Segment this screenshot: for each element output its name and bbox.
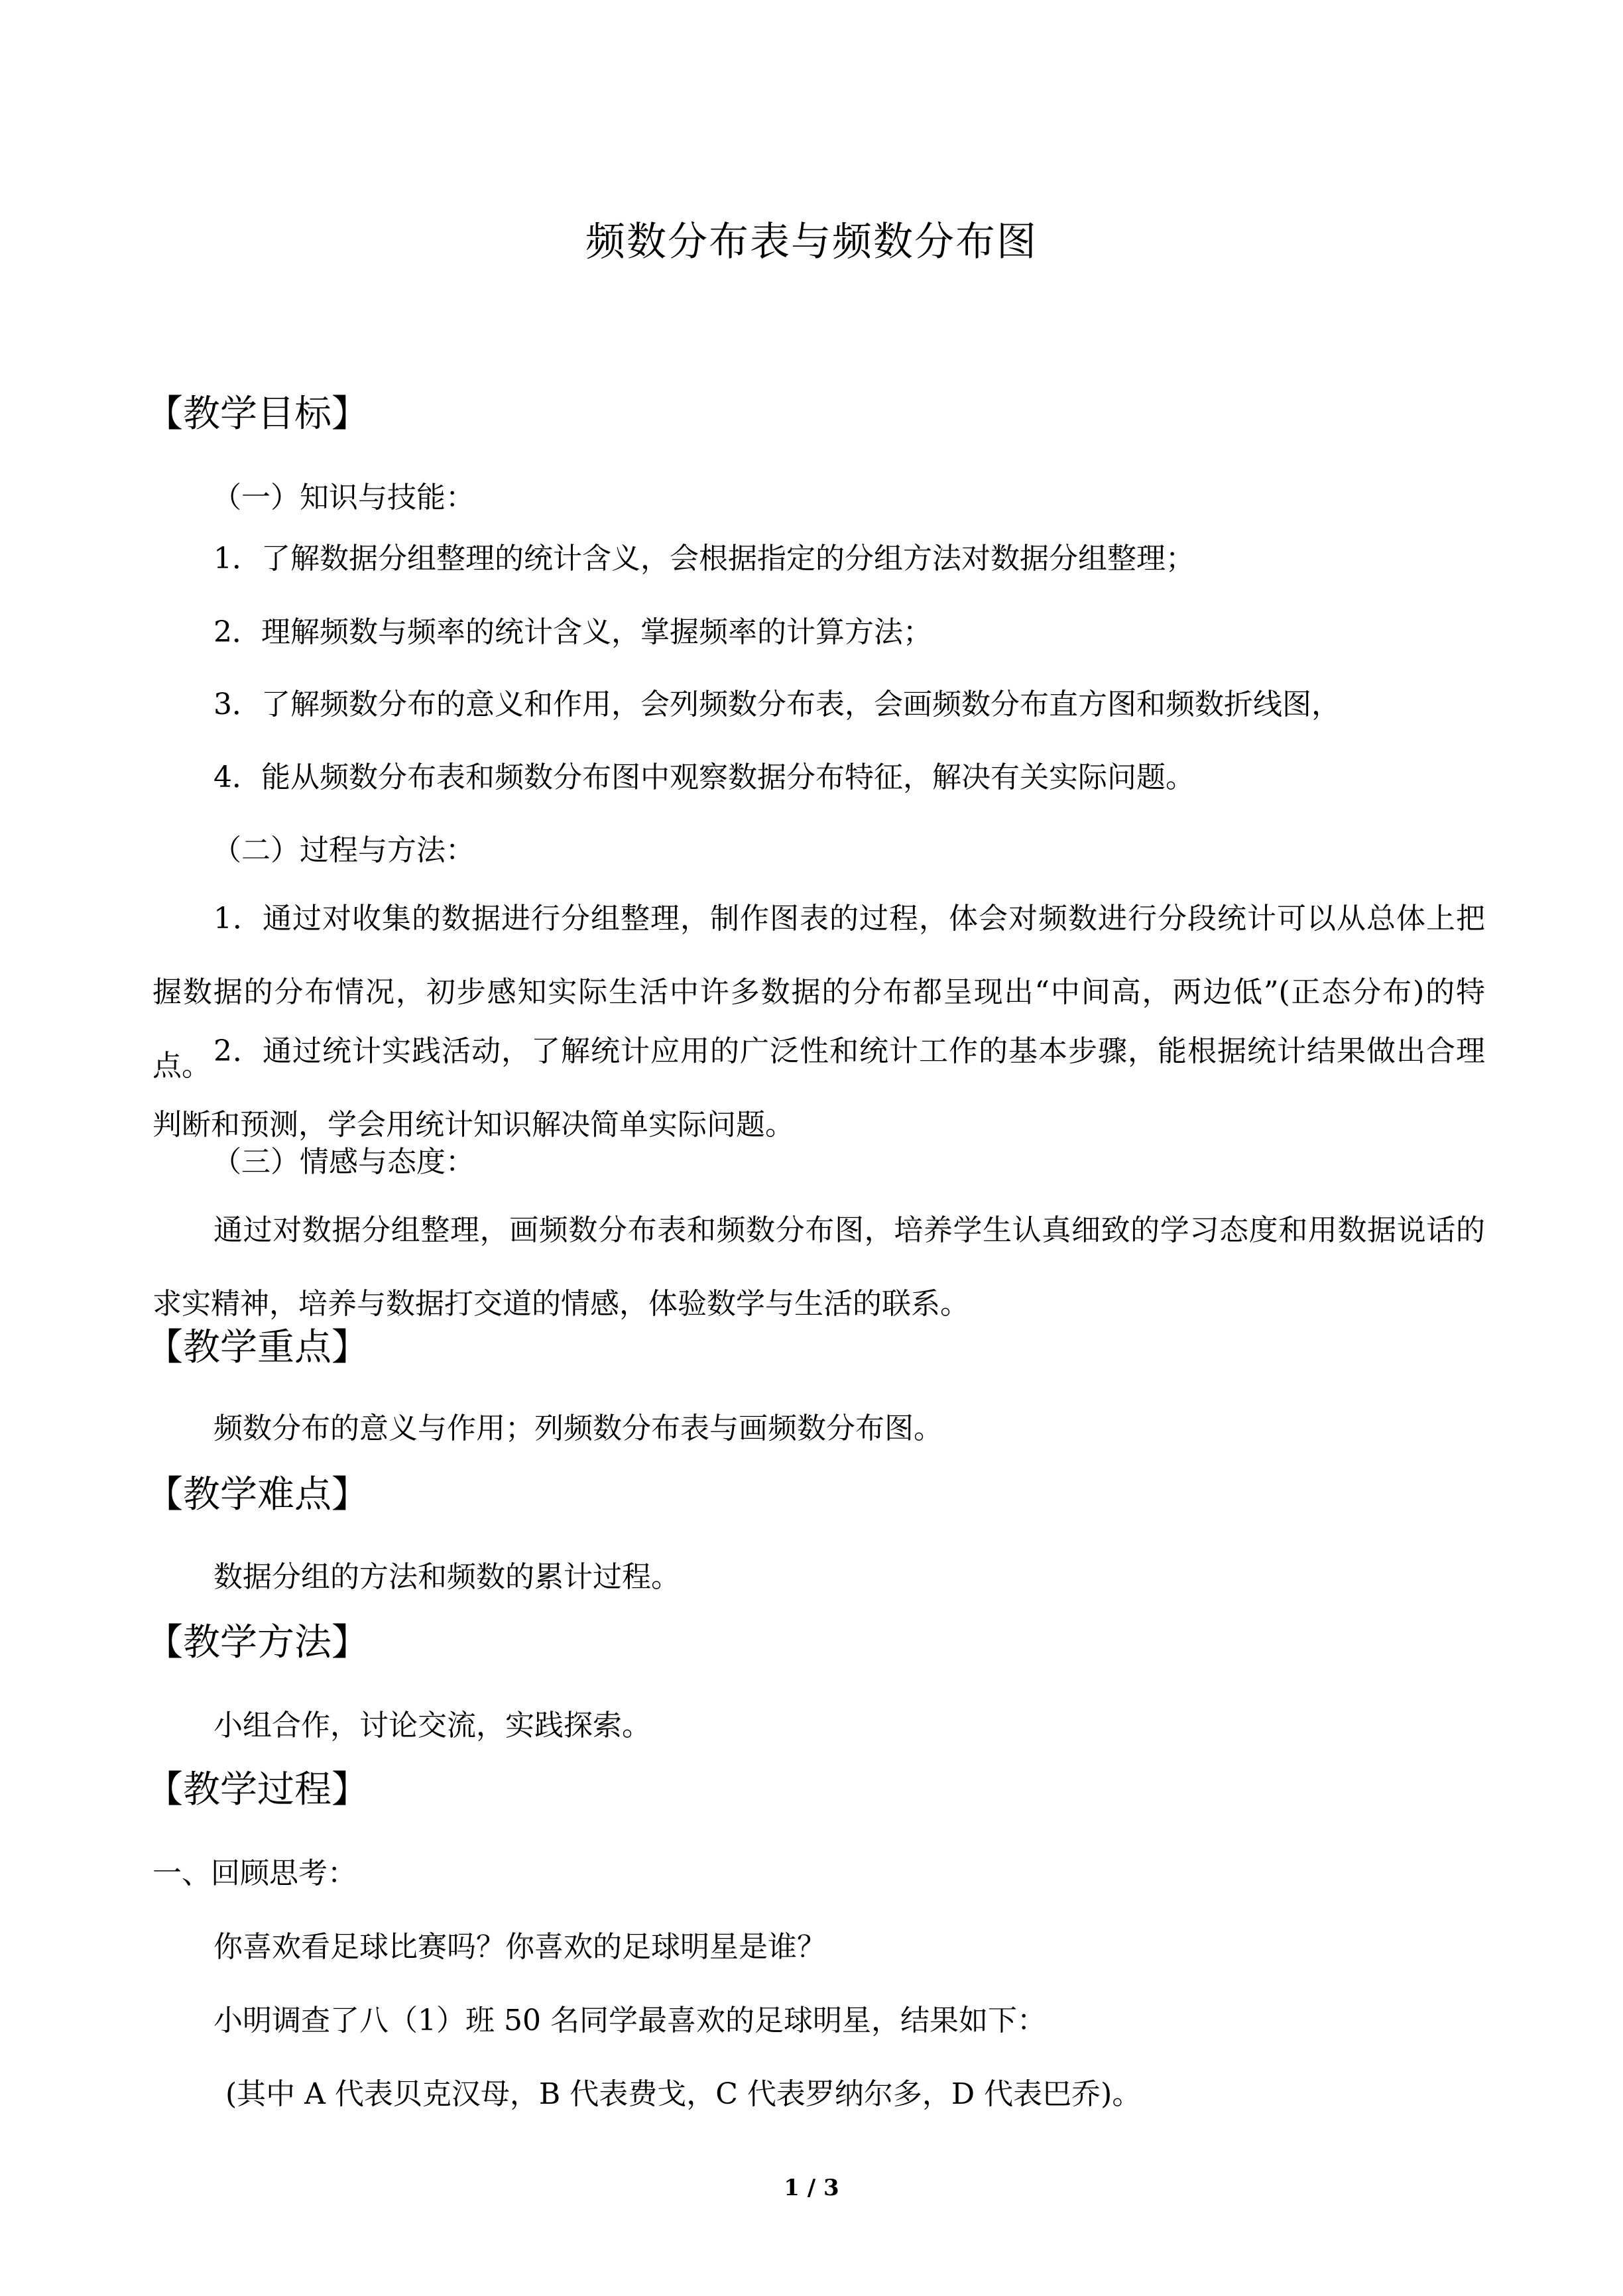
process-line-1: 你喜欢看足球比赛吗？你喜欢的足球明星是谁？ (213, 1930, 826, 1964)
knowledge-item-4: 4．能从频数分布表和频数分布图中观察数据分布特征，解决有关实际问题。 (213, 760, 1195, 794)
subheading-emotion: （三）情感与态度： (212, 1145, 475, 1179)
knowledge-item-3: 3．了解频数分布的意义和作用，会列频数分布表，会画频数分布直方图和频数折线图， (213, 688, 1341, 721)
key-points-text: 频数分布的意义与作用；列频数分布表与画频数分布图。 (213, 1412, 943, 1445)
knowledge-item-1: 1．了解数据分组整理的统计含义，会根据指定的分组方法对数据分组整理； (213, 542, 1195, 575)
process-line-3: (其中 A 代表贝克汉母，B 代表费戈，C 代表罗纳尔多，D 代表巴乔)。 (225, 2077, 1142, 2111)
heading-process: 【教学过程】 (146, 1768, 369, 1811)
heading-key-points: 【教学重点】 (146, 1326, 369, 1369)
subheading-process: （二）过程与方法： (212, 833, 475, 867)
heading-objectives: 【教学目标】 (146, 393, 369, 436)
knowledge-item-2: 2．理解频数与频率的统计含义，掌握频率的计算方法； (213, 615, 932, 649)
heading-methods: 【教学方法】 (146, 1621, 369, 1664)
subheading-knowledge: （一）知识与技能： (212, 481, 475, 514)
process-item-2: 2．通过统计实践活动，了解统计应用的广泛性和统计工作的基本步骤，能根据统计结果做出合理判断和预测，学会用统计知识解决简单实际问题。 (152, 1034, 1485, 1142)
emotion-text: 通过对数据分组整理，画频数分布表和频数分布图，培养学生认真细致的学习态度和用数据说话的求实精神，培养与数据打交道的情感，体验数学与生活的联系。 (152, 1213, 1485, 1321)
process-line-2: 小明调查了八（1）班 50 名同学最喜欢的足球明星，结果如下： (213, 2004, 1046, 2037)
step-review: 一、回顾思考： (152, 1856, 357, 1890)
heading-difficulties: 【教学难点】 (146, 1473, 369, 1516)
process-item-1: 1．通过对收集的数据进行分组整理，制作图表的过程，体会对频数进行分段统计可以从总体上把握数据的分布情况，初步感知实际生活中许多数据的分布都呈现出“中间高，两边低”(正态分布)的特点。 (152, 902, 1485, 1083)
methods-text: 小组合作，讨论交流，实践探索。 (213, 1709, 651, 1742)
difficulties-text: 数据分组的方法和频数的累计过程。 (213, 1560, 680, 1594)
page-title: 频数分布表与频数分布图 (585, 219, 1038, 265)
page-number: 1 / 3 (784, 2175, 839, 2201)
